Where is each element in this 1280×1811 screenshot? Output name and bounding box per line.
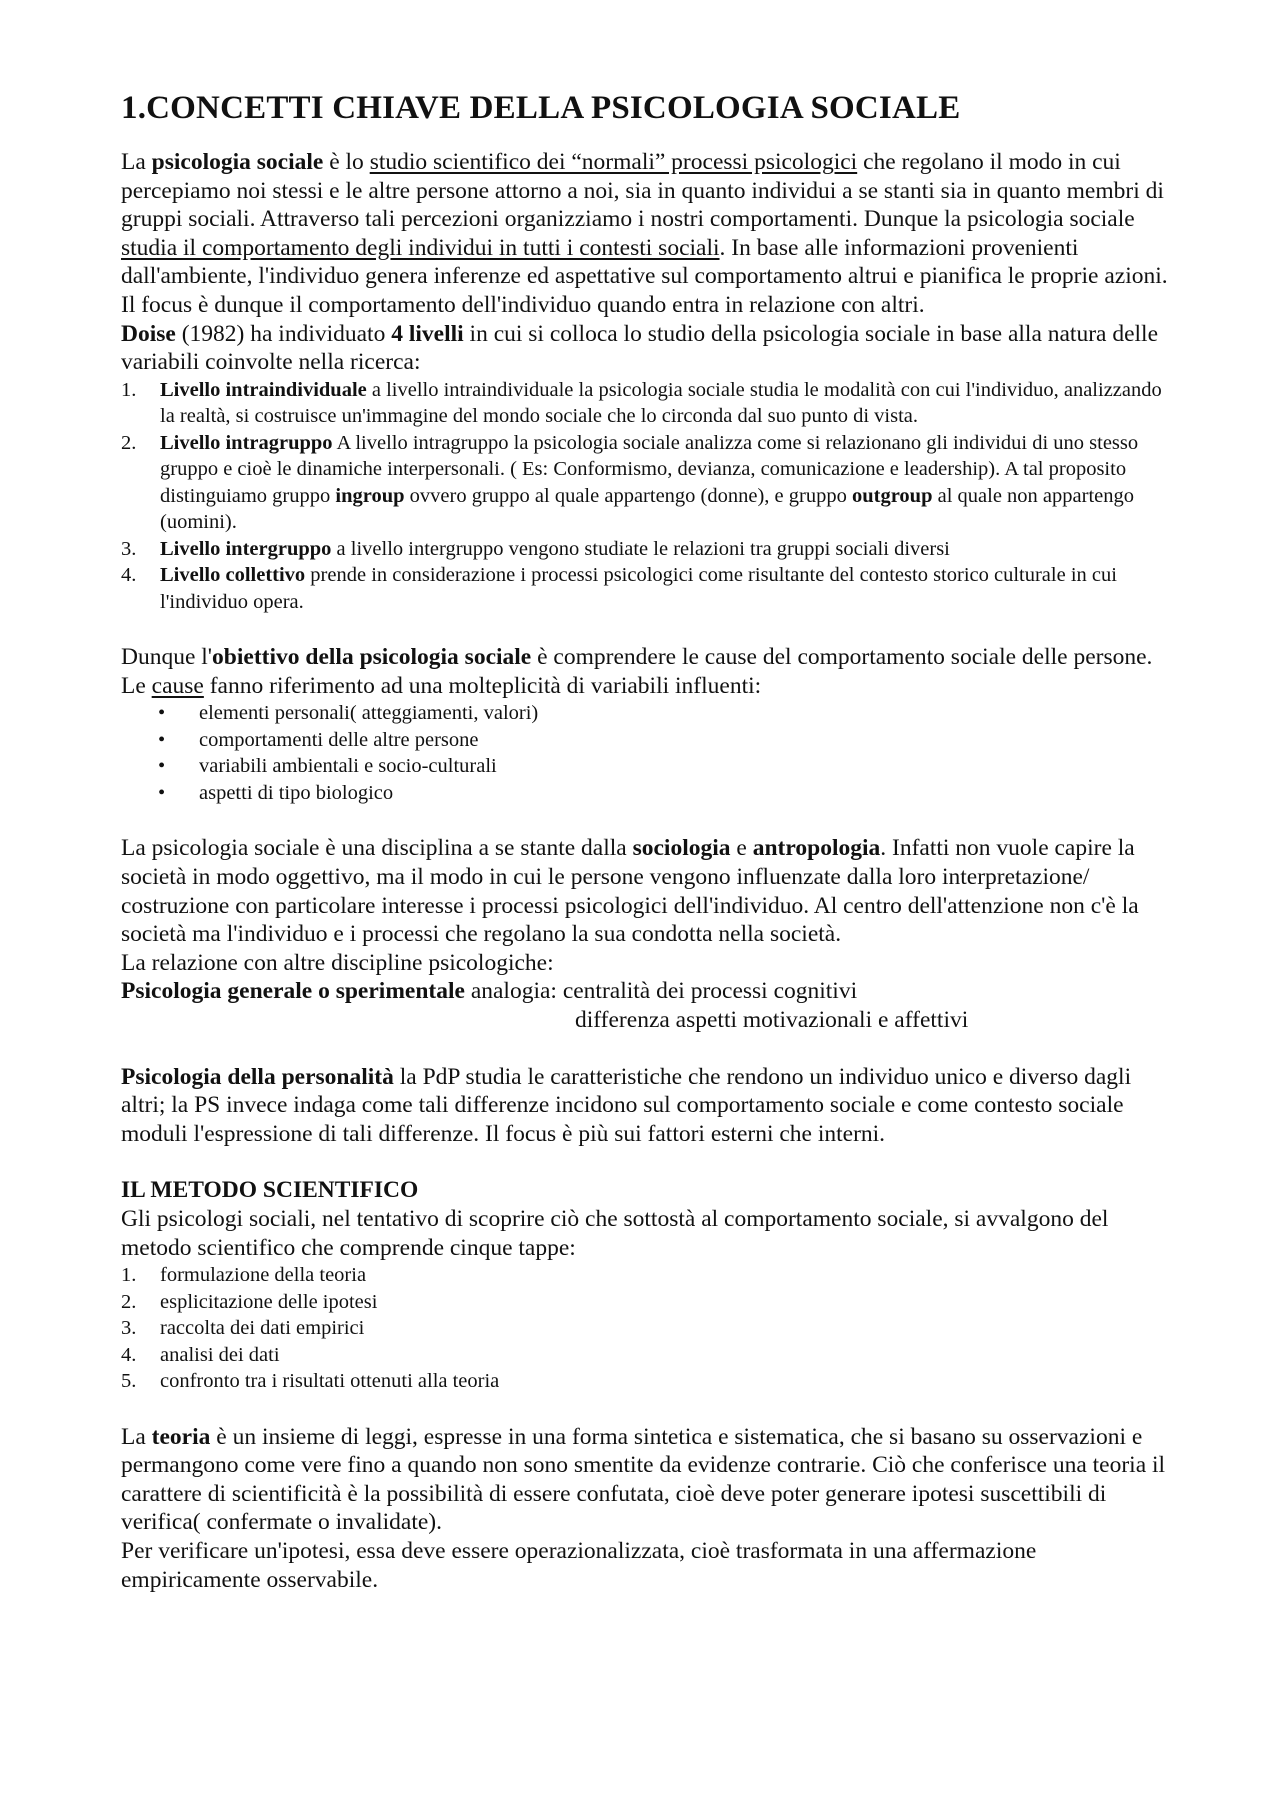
paragraph-difference: differenza aspetti motivazionali e affettivi	[575, 1007, 969, 1033]
text: è comprendere le cause del comportamento sociale delle persone. Le	[121, 644, 1153, 699]
list-item	[121, 700, 1171, 727]
paragraph-relation: La relazione con altre discipline psicologiche:	[121, 949, 554, 976]
text: è lo	[323, 149, 370, 175]
page-title: 1.CONCETTI CHIAVE DELLA PSICOLOGIA SOCIALE	[121, 90, 961, 126]
bold-term: outgroup	[851, 484, 933, 507]
steps-list	[121, 1262, 1171, 1395]
list-number: 4.	[121, 1343, 137, 1366]
bold-term: psicologia sociale	[151, 149, 324, 175]
paragraph-discipline	[121, 834, 1171, 948]
list-item	[121, 1262, 1171, 1289]
list-number: 1.	[121, 1264, 137, 1287]
paragraph-personality	[121, 1063, 1171, 1149]
list-item	[121, 377, 1171, 430]
list-number: 2.	[121, 431, 137, 454]
bullet-icon: •	[158, 702, 166, 725]
paragraph-definition	[121, 148, 1171, 320]
text: ovvero gruppo al quale appartengo (donne), e gruppo	[404, 484, 852, 507]
spacer	[121, 615, 1171, 643]
text: prende in considerazione i processi psicologici come risultante del contesto storico culturale in cui l'individuo opera.	[160, 564, 1117, 613]
list-item	[121, 780, 1171, 807]
list-item	[121, 727, 1171, 754]
text: La	[121, 149, 152, 175]
text: e	[730, 835, 753, 862]
text: elementi personali( atteggiamenti, valori)	[199, 702, 539, 725]
bold-term: obiettivo della psicologia sociale	[212, 644, 532, 671]
text: formulazione della teoria	[160, 1264, 367, 1287]
list-item	[121, 1289, 1171, 1316]
bold-term: Livello intergruppo	[160, 537, 332, 560]
text: La psicologia sociale è una disciplina a se stante dalla	[121, 835, 633, 862]
text: la PdP studia le caratteristiche che rendono un individuo unico e diverso dagli altri; la PS invece indaga come tali differenze incidono sul comportamento sociale e come contesto sociale moduli l'espressione di tali differenze. Il focus è più sui fattori esterni che interni.	[121, 1063, 1132, 1147]
text: esplicitazione delle ipotesi	[160, 1290, 378, 1313]
list-number: 1.	[121, 378, 137, 401]
paragraph-hypothesis: Per verificare un'ipotesi, essa deve essere operazionalizzata, cioè trasformata in una affermazione empiricamente osservabile.	[121, 1538, 1037, 1593]
text: analogia: centralità dei processi cognitivi	[464, 978, 858, 1005]
list-item	[121, 753, 1171, 780]
bullet-icon: •	[158, 728, 166, 751]
text: al quale non appartengo (uomini).	[160, 484, 1134, 534]
text: La	[121, 1423, 152, 1450]
causes-list	[121, 700, 1171, 806]
text: confronto tra i risultati ottenuti alla teoria	[160, 1370, 500, 1393]
text: raccolta dei dati empirici	[160, 1317, 365, 1340]
list-number: 3.	[121, 537, 137, 560]
text: Dunque l'	[121, 644, 213, 671]
text: che regolano il modo in cui percepiamo noi stessi e le altre persone attorno a noi, sia in quanto individui a se stanti sia in quanto membri di gruppi sociali. Attraverso tali percezioni organizziamo i nostri comportamenti. Dunque la psicologia sociale	[121, 149, 1164, 233]
bold-term: 4 livelli	[391, 320, 464, 347]
bold-term: sociologia	[632, 835, 731, 862]
bold-term: teoria	[151, 1423, 211, 1450]
spacer	[121, 1035, 1171, 1063]
text: è un insieme di leggi, espresse in una forma sintetica e sistematica, che si basano su osservazioni e permangono come vere fino a quando non sono smentite da evidenze contrarie. Ciò che conferisce una teoria il carattere di scientificità è la possibilità di essere confutata, cioè deve poter generare ipotesi suscettibili di verifica( confermate o invalidate).	[121, 1423, 1166, 1536]
text: (1982) ha individuato	[175, 320, 392, 347]
text: . In base alle informazioni provenienti dall'ambiente, l'individuo genera inferenze ed aspettative sul comportamento altrui e pianifica le proprie azioni. Il focus è dunque il comportamento dell'individuo quando entra in relazione con altri.	[121, 234, 1168, 318]
paragraph-general-psychology	[121, 977, 1171, 1006]
text: analisi dei dati	[160, 1343, 280, 1366]
list-number: 2.	[121, 1290, 137, 1313]
text: comportamenti delle altre persone	[199, 728, 479, 751]
text: . Infatti non vuole capire la società in modo oggettivo, ma il modo in cui le persone vengono influenzate dalla loro interpretazione/ costruzione con particolare interesse i processi psicologici dell'individuo. Al centro dell'attenzione non c'è la società ma l'individuo e i processi che regolano la sua condotta nella società.	[121, 835, 1139, 948]
bold-term: Psicologia della personalità	[121, 1063, 394, 1090]
document-page	[121, 88, 1171, 1594]
paragraph-method: Gli psicologi sociali, nel tentativo di scoprire ciò che sottostà al comportamento sociale, si avvalgono del metodo scientifico che comprende cinque tappe:	[121, 1205, 1109, 1261]
list-number: 4.	[121, 564, 137, 587]
bullet-icon: •	[158, 755, 166, 778]
underlined-phrase: studio scientifico dei “normali” processi psicologici	[369, 149, 858, 175]
bold-term: ingroup	[335, 484, 405, 507]
spacer	[121, 806, 1171, 834]
text: fanno riferimento ad una molteplicità di variabili influenti:	[203, 672, 762, 699]
list-number: 3.	[121, 1317, 137, 1340]
list-item	[121, 1342, 1171, 1369]
text: in cui si colloca lo studio della psicologia sociale in base alla natura delle variabili coinvolte nella ricerca:	[121, 320, 1159, 376]
text: variabili ambientali e socio-culturali	[199, 755, 497, 778]
bold-term: Psicologia generale o sperimentale	[121, 978, 465, 1005]
paragraph-theory	[121, 1423, 1171, 1537]
list-item	[121, 430, 1171, 536]
bold-term: antropologia	[752, 835, 881, 862]
text: a livello intraindividuale la psicologia sociale studia le modalità con cui l'individuo, analizzando la realtà, si costruisce un'immagine del mondo sociale che lo circonda dal suo punto di vista.	[160, 378, 1162, 428]
paragraph-doise	[121, 320, 1171, 377]
section-heading: IL METODO SCIENTIFICO	[121, 1177, 419, 1204]
list-number: 5.	[121, 1370, 137, 1393]
levels-list	[121, 377, 1171, 616]
list-item	[121, 1315, 1171, 1342]
text: A livello intragruppo la psicologia sociale analizza come si relazionano gli individui di uno stesso gruppo e cioè le dinamiche interpersonali. ( Es: Conformismo, devianza, comunicazione e leadership). A tal proposito distinguiamo gruppo	[160, 431, 1139, 507]
bold-term: Livello intraindividuale	[160, 378, 367, 401]
list-item	[121, 562, 1171, 615]
text: aspetti di tipo biologico	[199, 781, 394, 804]
spacer	[121, 1148, 1171, 1176]
spacer	[121, 1395, 1171, 1423]
text: a livello intergruppo vengono studiate le relazioni tra gruppi sociali diversi	[331, 537, 950, 560]
bold-term: Livello intragruppo	[160, 431, 333, 454]
bold-term: Doise	[121, 320, 176, 347]
paragraph-objective	[121, 643, 1171, 700]
underlined-phrase: cause	[151, 672, 204, 699]
list-item	[121, 1368, 1171, 1395]
underlined-phrase: studia il comportamento degli individui in tutti i contesti sociali	[121, 234, 720, 261]
list-item	[121, 536, 1171, 563]
bold-term: Livello collettivo	[160, 564, 306, 587]
bullet-icon: •	[158, 781, 166, 804]
